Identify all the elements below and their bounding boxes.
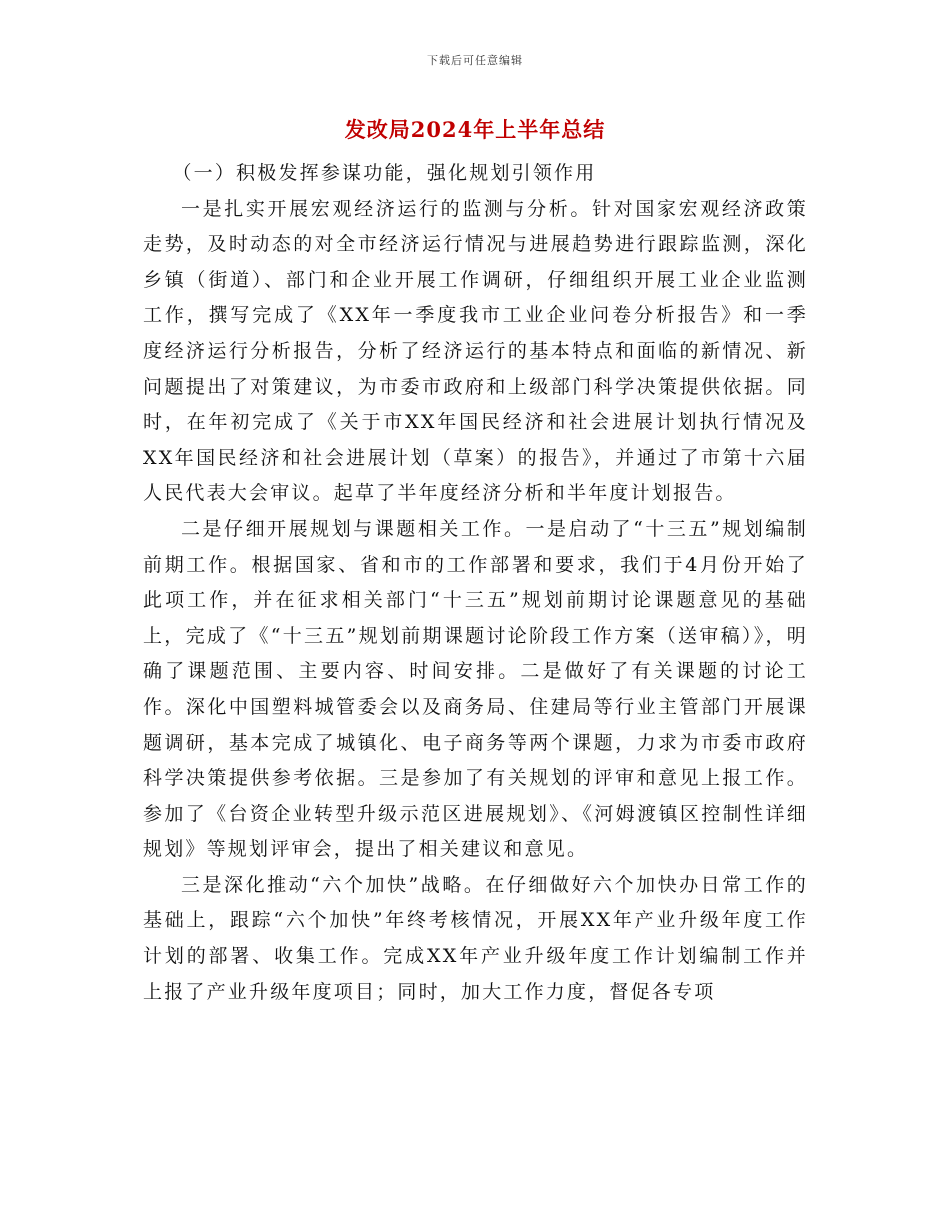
header-watermark: 下载后可任意编辑 [427, 54, 523, 67]
section-heading: （一）积极发挥参谋功能，强化规划引领作用 [172, 162, 597, 184]
document-title: 发改局2024年上半年总结 [344, 117, 606, 142]
paragraph-2: 二是仔细开展规划与课题相关工作。一是启动了“十三五”规划编制前期工作。根据国家、省和市的工作部署和要求，我们于4月份开始了此项工作，并在征求相关部门“十三五”规划前期讨论课题意见的基础上，完成了《“十三五”规划前期课题讨论阶段工作方案（送审稿）》，明确了课题范围、主要内容、时间安排。二是做好了有关课题的讨论工作。深化中国塑料城管委会以及商务局、住建局等行业主管部门开展课题调研，基本完成了城镇化、电子商务等两个课题，力求为市委市政府科学决策提供参考依据。三是参加了有关规划的评审和意见上报工作。参加了《台资企业转型升级示范区进展规划》、《河姆渡镇区控制性详细规划》等规划评审会，提出了相关建议和意见。 [143, 517, 808, 861]
paragraph-1: 一是扎实开展宏观经济运行的监测与分析。针对国家宏观经济政策走势，及时动态的对全市经济运行情况与进展趋势进行跟踪监测，深化乡镇（街道）、部门和企业开展工作调研，仔细组织开展工业企业监测工作，撰写完成了《XX年一季度我市工业企业问卷分析报告》和一季度经济运行分析报告，分析了经济运行的基本特点和面临的新情况、新问题提出了对策建议，为市委市政府和上级部门科学决策提供依据。同时，在年初完成了《关于市XX年国民经济和社会进展计划执行情况及XX年国民经济和社会进展计划（草案）的报告》，并通过了市第十六届人民代表大会审议。起草了半年度经济分析和半年度计划报告。 [143, 197, 808, 505]
document-body [143, 156, 808, 1010]
paragraph-3: 三是深化推动“六个加快”战略。在仔细做好六个加快办日常工作的基础上，跟踪“六个加快”年终考核情况，开展XX年产业升级年度工作计划的部署、收集工作。完成XX年产业升级年度工作计划编制工作并上报了产业升级年度项目；同时，加大工作力度，督促各专项 [143, 873, 808, 1003]
